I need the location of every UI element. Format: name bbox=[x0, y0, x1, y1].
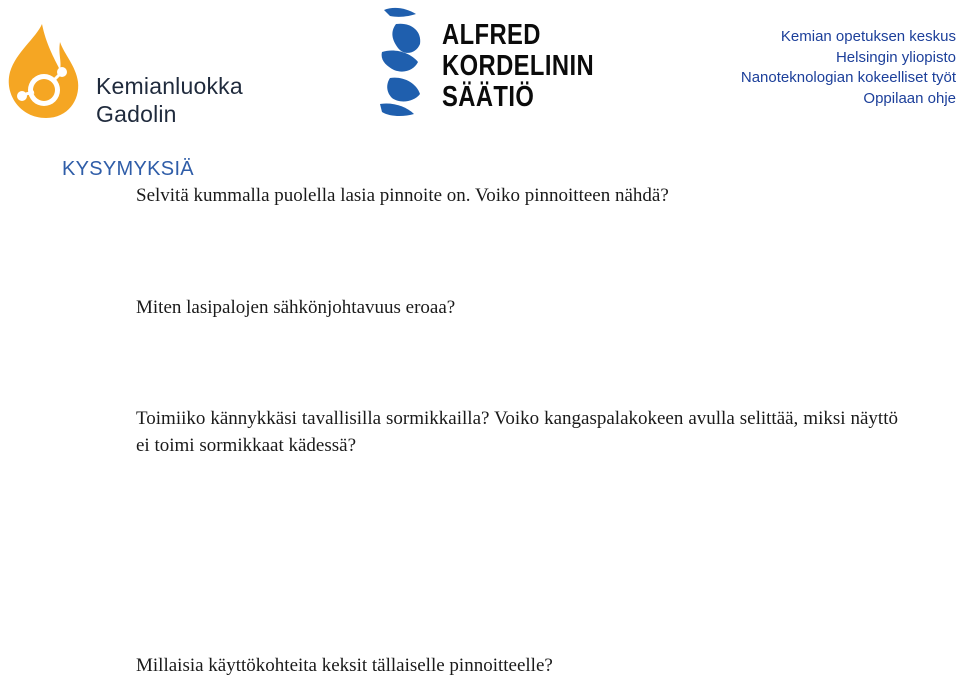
header-line-university: Helsingin yliopisto bbox=[835, 48, 956, 66]
header-line-course: Nanoteknologian kokeelliset työt bbox=[740, 69, 956, 86]
question-1: Selvitä kummalla puolella lasia pinnoite on. Voiko pinnoitteen nähdä? bbox=[136, 185, 669, 206]
gadolin-flame-icon bbox=[2, 22, 92, 122]
alfred-kordelin-logo bbox=[376, 4, 595, 119]
kordelin-logo-line1: ALFRED bbox=[442, 19, 541, 51]
gadolin-logo-line1: Kemianluokka bbox=[96, 73, 243, 99]
question-4: Millaisia käyttökohteita keksit tällaiselle pinnoitteelle? bbox=[136, 655, 553, 676]
header-line-document-type: Oppilaan ohje bbox=[863, 89, 956, 107]
question-2: Miten lasipalojen sähkönjohtavuus eroaa? bbox=[136, 297, 456, 318]
header-line-institution: Kemian opetuksen keskus bbox=[780, 28, 956, 45]
kordelin-logo-line3: SÄÄTIÖ bbox=[442, 81, 535, 113]
kordelin-faces-icon bbox=[376, 4, 438, 119]
question-3: Toimiiko kännykkäsi tavallisilla sormikkailla? Voiko kangaspalakokeen avulla selittää, miksi näyttö ei toimi sormikkaat kädessä? bbox=[136, 408, 898, 456]
kordelin-logo-line2: KORDELININ bbox=[442, 50, 595, 82]
header-info bbox=[741, 27, 956, 109]
gadolin-logo-line2: Gadolin bbox=[96, 101, 177, 127]
section-title: KYSYMYKSIÄ bbox=[62, 158, 194, 180]
kemianluokka-gadolin-logo bbox=[2, 22, 252, 127]
